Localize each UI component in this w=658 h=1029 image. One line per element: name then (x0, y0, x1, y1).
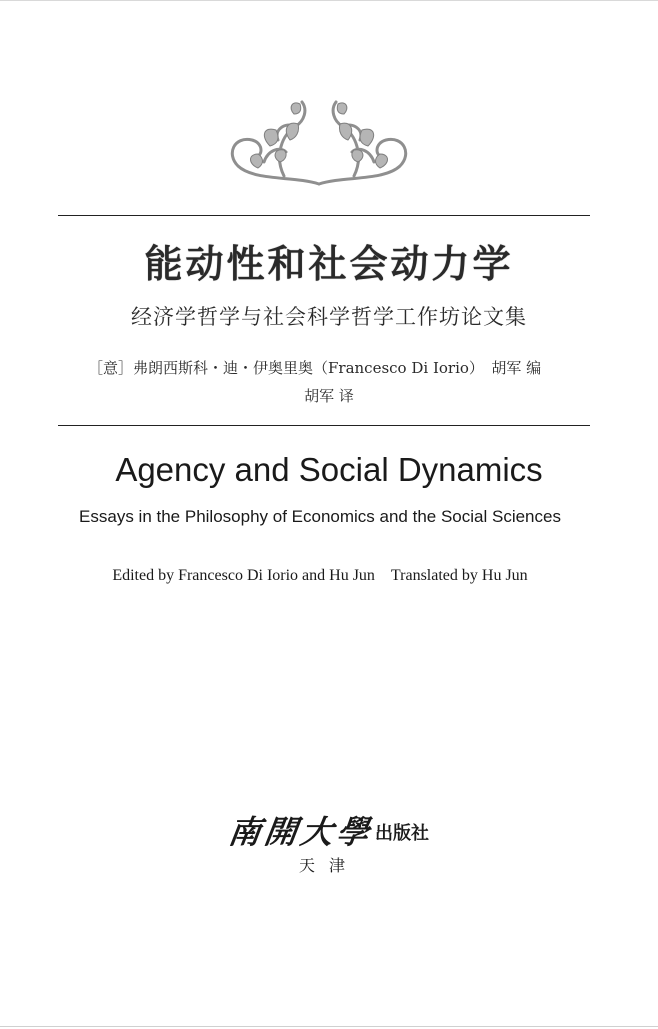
english-editors: Edited by Francesco Di Iorio and Hu Jun (112, 567, 375, 584)
publisher-city: 天津 (298, 856, 359, 875)
top-divider (58, 215, 590, 216)
chinese-author-line: ［意］弗朗西斯科・迪・伊奥里奥（Francesco Di Iorio） 胡军 编 (88, 359, 542, 377)
chinese-title: 能动性和社会动力学 (144, 241, 514, 286)
floral-scroll-icon (224, 96, 414, 196)
publisher-suffix: 出版社 (375, 823, 429, 844)
publisher-line (0, 807, 658, 853)
english-translator: Translated by Hu Jun (390, 567, 528, 584)
bottom-divider (58, 425, 590, 426)
english-credits (0, 567, 640, 585)
page-bottom-edge (0, 1026, 658, 1027)
chinese-subtitle: 经济学哲学与社会科学哲学工作坊论文集 (131, 305, 527, 329)
english-subtitle: Essays in the Philosophy of Economics and the Social Sciences (79, 507, 561, 526)
publisher-logo: 南開大學 (226, 813, 376, 851)
chinese-translator-line: 胡军 译 (304, 387, 354, 405)
english-title: Agency and Social Dynamics (115, 451, 543, 488)
